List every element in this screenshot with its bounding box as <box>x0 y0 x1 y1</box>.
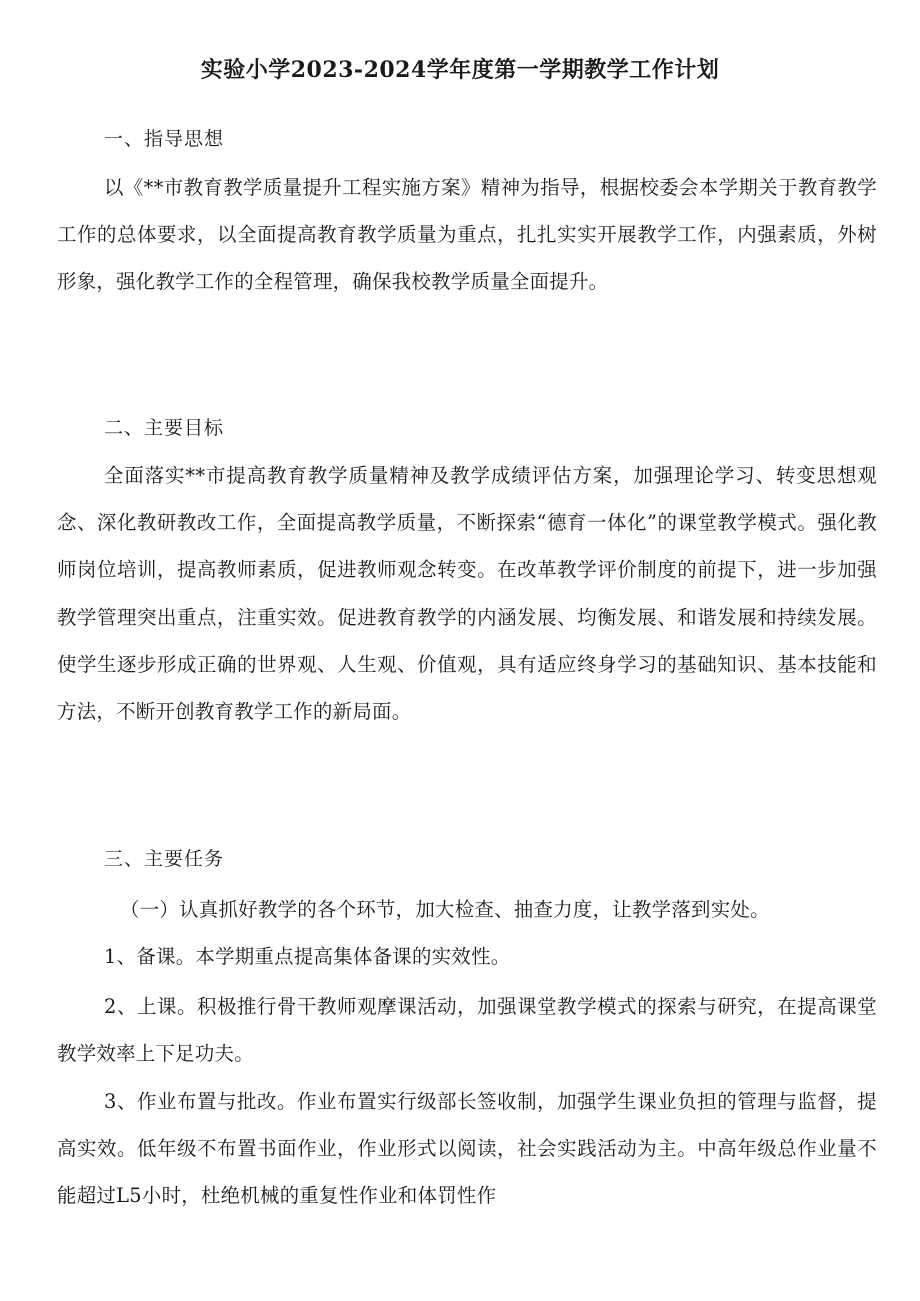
subsection-heading-teaching-links: （一）认真抓好教学的各个环节，加大检查、抽查力度，让教学落到实处。 <box>120 898 770 921</box>
section-heading-main-goals: 二、主要目标 <box>104 417 225 439</box>
section-heading-guiding-ideology: 一、指导思想 <box>104 128 225 150</box>
list-item-lesson-prep: 1、备课。本学期重点提高集体备课的实效性。 <box>104 945 511 968</box>
list-item-teaching: 2、上课。积极推行骨干教师观摩课活动，加强课堂教学模式的探索与研究，在提高课堂教学效率上下足功夫。 <box>57 995 877 1066</box>
document-title: 实验小学2023-2024学年度第一学期教学工作计划 <box>200 57 720 83</box>
section-heading-main-tasks: 三、主要任务 <box>104 848 225 870</box>
paragraph-guiding-ideology: 以《**市教育教学质量提升工程实施方案》精神为指导，根据校委会本学期关于教育教学工作的总体要求，以全面提高教育教学质量为重点，扎扎实实开展教学工作，内强素质，外树形象，强化教学工作的全程管理，确保我校教学质量全面提升。 <box>57 176 877 294</box>
list-item-homework: 3、作业布置与批改。作业布置实行级部长签收制，加强学生课业负担的管理与监督，提高实效。低年级不布置书面作业，作业形式以阅读，社会实践活动为主。中高年级总作业量不能超过L5小时，杜绝机械的重复性作业和体罚性作 <box>57 1090 877 1208</box>
paragraph-main-goals: 全面落实**市提高教育教学质量精神及教学成绩评估方案，加强理论学习、转变思想观念、深化教研教改工作，全面提高教学质量，不断探索“德育一体化”的课堂教学模式。强化教师岗位培训，提高教师素质，促进教师观念转变。在改革教学评价制度的前提下，进一步加强教学管理突出重点，注重实效。促进教育教学的内涵发展、均衡发展、和谐发展和持续发展。使学生逐步形成正确的世界观、人生观、价值观，具有适应终身学习的基础知识、基本技能和方法，不断开创教育教学工作的新局面。 <box>57 464 877 724</box>
